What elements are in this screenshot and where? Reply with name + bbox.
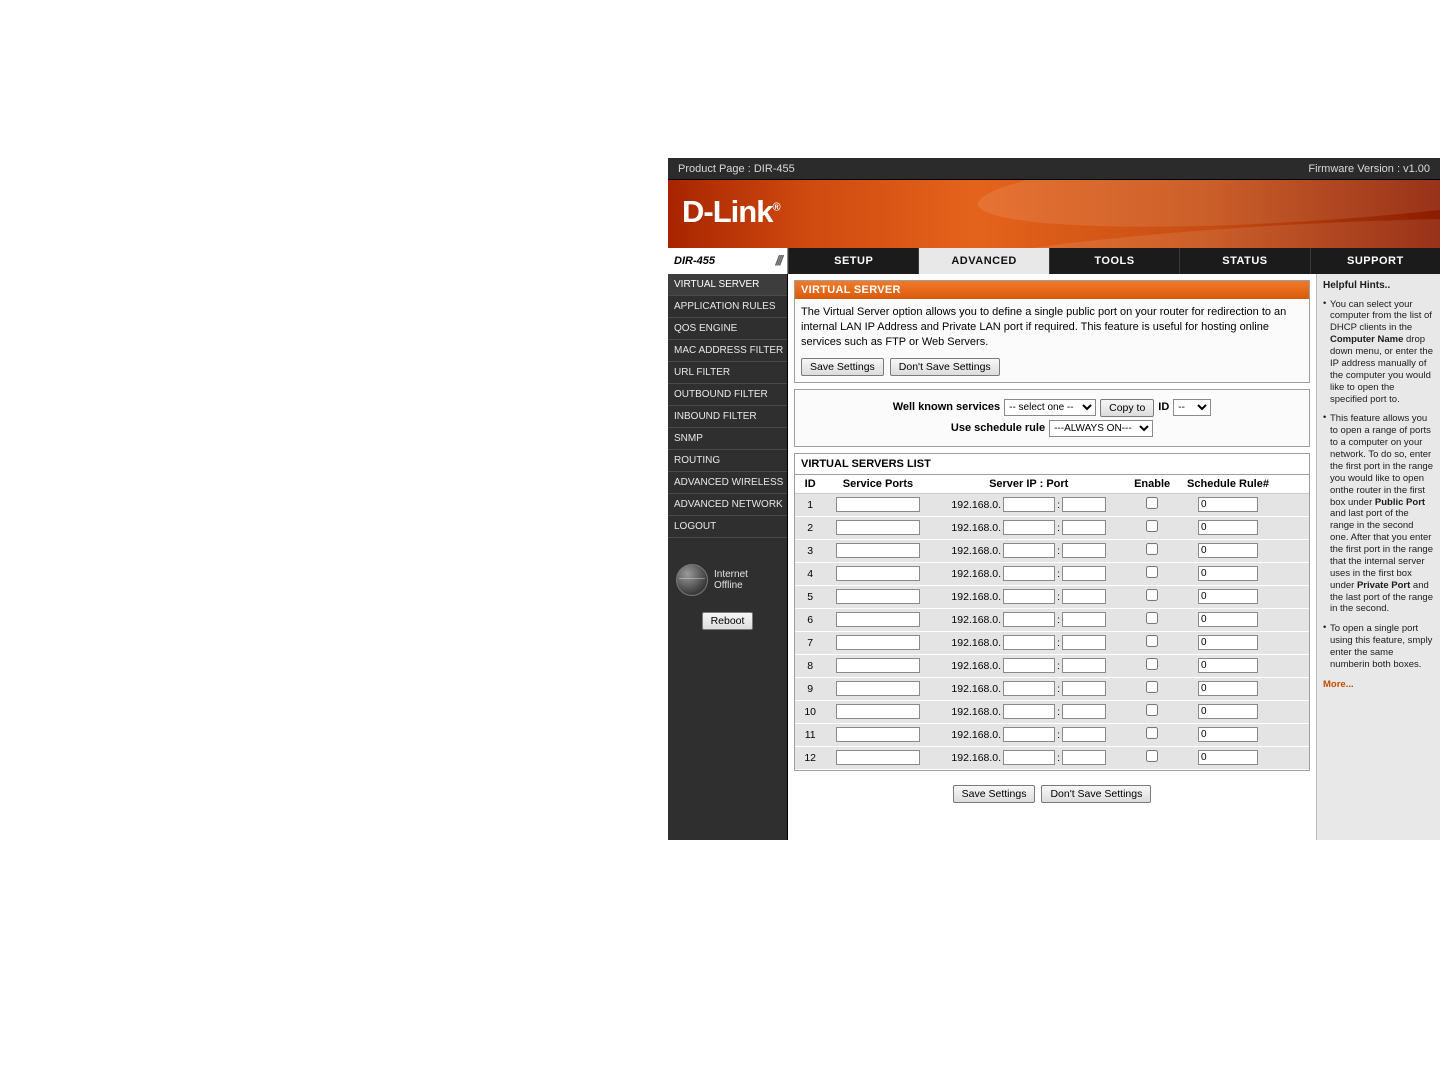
row-server-ip-cell (931, 677, 1127, 700)
row-id: 10 (795, 700, 825, 723)
server-ip-input[interactable] (1003, 727, 1055, 742)
server-ip-input[interactable] (1003, 681, 1055, 696)
ip-prefix-label: 192.168.0. (951, 659, 1002, 672)
row-service-ports-cell (825, 516, 930, 539)
row-enable-cell (1127, 585, 1178, 608)
col-service-ports: Service Ports (825, 475, 930, 494)
row-service-ports-cell (825, 677, 930, 700)
schedule-rule-input[interactable] (1198, 612, 1258, 627)
row-service-ports-cell (825, 631, 930, 654)
ip-port-separator: : (1057, 544, 1060, 557)
globe-icon (676, 564, 708, 596)
dlink-logo-text: D-Link (682, 194, 773, 229)
hint-1-text-a: You can select your computer from the list of DHCP clients in the (1330, 298, 1432, 334)
row-id: 8 (795, 654, 825, 677)
ip-line (951, 543, 1106, 558)
bottom-button-row (794, 785, 1310, 803)
row-spacer (1279, 723, 1309, 746)
sidebar-item-outbound-filter[interactable] (668, 384, 787, 406)
row-service-ports-cell (825, 654, 930, 677)
ip-prefix-label: 192.168.0. (951, 705, 1002, 718)
schedule-rule-input[interactable] (1198, 727, 1258, 742)
dont-save-settings-button-top[interactable]: Don't Save Settings (890, 358, 1000, 376)
tab-support[interactable] (1310, 248, 1440, 274)
ip-prefix-label: 192.168.0. (951, 613, 1002, 626)
well-known-services-body (795, 390, 1309, 446)
enable-checkbox[interactable] (1146, 635, 1158, 647)
service-ports-input[interactable] (836, 566, 920, 581)
well-known-services-row (801, 399, 1303, 417)
table-row (795, 585, 1309, 608)
row-schedule-cell (1177, 631, 1278, 654)
row-id: 7 (795, 631, 825, 654)
server-port-input[interactable] (1062, 727, 1106, 742)
row-id: 2 (795, 516, 825, 539)
row-enable-cell (1127, 539, 1178, 562)
row-service-ports-cell (825, 493, 930, 516)
product-topbar (668, 158, 1440, 180)
server-ip-input[interactable] (1003, 520, 1055, 535)
server-ip-input[interactable] (1003, 589, 1055, 604)
tab-support-label: SUPPORT (1346, 255, 1404, 267)
row-enable-cell (1127, 562, 1178, 585)
page-body (668, 274, 1440, 840)
row-server-ip-cell (931, 493, 1127, 516)
internet-status-label: Internet (714, 569, 748, 580)
table-row (795, 723, 1309, 746)
sidebar-item-label: INBOUND FILTER (674, 411, 757, 422)
row-enable-cell (1127, 700, 1178, 723)
top-button-row (801, 358, 1303, 376)
virtual-servers-list-heading: VIRTUAL SERVERS LIST (795, 454, 1309, 475)
server-ip-input[interactable] (1003, 704, 1055, 719)
row-enable-cell (1127, 723, 1178, 746)
tab-advanced-label: ADVANCED (951, 255, 1017, 267)
schedule-rule-input[interactable] (1198, 750, 1258, 765)
row-id: 4 (795, 562, 825, 585)
sidebar-item-qos-engine[interactable] (668, 318, 787, 340)
table-row (795, 700, 1309, 723)
server-ip-input[interactable] (1003, 658, 1055, 673)
service-ports-input[interactable] (836, 727, 920, 742)
sidebar-item-label: VIRTUAL SERVER (674, 279, 760, 290)
col-server-ip-port: Server IP : Port (931, 475, 1127, 494)
sidebar-item-label: QOS ENGINE (674, 323, 738, 334)
hint-2-text-d: Private Port (1356, 579, 1411, 591)
hint-item-3: • To open a single port using this feature, smply enter the same numberin both boxes. (1323, 623, 1434, 671)
enable-checkbox[interactable] (1146, 566, 1158, 578)
main-content (788, 274, 1316, 840)
copy-to-button[interactable]: Copy to (1100, 399, 1154, 417)
schedule-rule-input[interactable] (1198, 681, 1258, 696)
row-id: 3 (795, 539, 825, 562)
sidebar-item-label: ROUTING (674, 455, 721, 466)
row-spacer (1279, 654, 1309, 677)
server-port-input[interactable] (1062, 520, 1106, 535)
row-schedule-cell (1177, 723, 1278, 746)
service-ports-input[interactable] (836, 681, 920, 696)
table-row (795, 562, 1309, 585)
tab-setup-label: SETUP (834, 255, 874, 267)
ip-prefix-label: 192.168.0. (951, 521, 1002, 534)
server-ip-input[interactable] (1003, 635, 1055, 650)
row-schedule-cell (1177, 516, 1278, 539)
hint-item-2 (1323, 413, 1434, 615)
ip-prefix-label: 192.168.0. (951, 636, 1002, 649)
table-header-row (795, 475, 1309, 494)
helpful-hints-title: Helpful Hints.. (1323, 280, 1391, 291)
tab-tools[interactable] (1049, 248, 1179, 274)
schedule-rule-label: Use schedule rule (950, 421, 1046, 434)
hint-1-text-c: drop down menu, or enter the IP address manually of the computer you would like to open the specified port to. (1330, 334, 1433, 405)
ip-prefix-label: 192.168.0. (951, 567, 1002, 580)
server-ip-input[interactable] (1003, 566, 1055, 581)
sidebar (668, 274, 788, 840)
row-server-ip-cell (931, 631, 1127, 654)
server-port-input[interactable] (1062, 658, 1106, 673)
sidebar-item-label: APPLICATION RULES (674, 301, 776, 312)
virtual-server-intro-body (795, 299, 1309, 382)
row-enable-cell (1127, 493, 1178, 516)
row-server-ip-cell (931, 700, 1127, 723)
row-spacer (1279, 516, 1309, 539)
hint-1-text-b: Computer Name (1330, 334, 1404, 346)
row-service-ports-cell (825, 608, 930, 631)
hint-2-text-e: and the last port of the range in the second. (1330, 579, 1433, 615)
well-known-services-panel (794, 389, 1310, 447)
schedule-rule-input[interactable] (1198, 566, 1258, 581)
virtual-servers-table (795, 475, 1309, 770)
sidebar-item-advanced-wireless[interactable] (668, 472, 787, 494)
schedule-rule-input[interactable] (1198, 497, 1258, 512)
row-schedule-cell (1177, 608, 1278, 631)
virtual-servers-list-panel (794, 453, 1310, 771)
helpful-hints-panel (1316, 274, 1440, 840)
row-spacer (1279, 608, 1309, 631)
sidebar-item-label: OUTBOUND FILTER (674, 389, 768, 400)
service-ports-input[interactable] (836, 750, 920, 765)
tab-tools-label: TOOLS (1094, 255, 1135, 267)
sidebar-item-label: URL FILTER (674, 367, 731, 378)
table-row (795, 493, 1309, 516)
row-server-ip-cell (931, 608, 1127, 631)
table-row (795, 746, 1309, 769)
ip-line (951, 612, 1106, 627)
ip-line (951, 727, 1106, 742)
row-schedule-cell (1177, 585, 1278, 608)
ip-port-separator: : (1057, 498, 1060, 511)
row-id: 9 (795, 677, 825, 700)
model-label: DIR-455 (674, 255, 715, 267)
table-row (795, 608, 1309, 631)
row-spacer (1279, 700, 1309, 723)
row-server-ip-cell (931, 746, 1127, 769)
service-ports-input[interactable] (836, 658, 920, 673)
hint-2-text-b: Public Port (1374, 496, 1426, 508)
server-port-input[interactable] (1062, 566, 1106, 581)
server-port-input[interactable] (1062, 612, 1106, 627)
col-spacer (1279, 475, 1309, 494)
ip-port-separator: : (1057, 567, 1060, 580)
hint-2-text-a: This feature allows you to open a range of ports to a computer on your network. To do so, enter the first port in the range you would like to open onthe router in the first box under (1330, 413, 1433, 508)
ip-prefix-label: 192.168.0. (951, 498, 1002, 511)
more-link[interactable]: More... (1323, 678, 1354, 690)
row-spacer (1279, 677, 1309, 700)
hint-item-1 (1323, 299, 1434, 406)
enable-checkbox[interactable] (1146, 750, 1158, 762)
row-spacer (1279, 539, 1309, 562)
ip-port-separator: : (1057, 613, 1060, 626)
row-enable-cell (1127, 631, 1178, 654)
row-enable-cell (1127, 516, 1178, 539)
server-port-input[interactable] (1062, 750, 1106, 765)
enable-checkbox[interactable] (1146, 658, 1158, 670)
registered-mark-icon: ® (772, 201, 780, 214)
table-header (795, 475, 1309, 494)
service-ports-input[interactable] (836, 612, 920, 627)
row-server-ip-cell (931, 654, 1127, 677)
ip-line (951, 704, 1106, 719)
sidebar-item-label: MAC ADDRESS FILTER (674, 345, 784, 356)
virtual-server-panel (794, 280, 1310, 383)
reboot-row (668, 612, 787, 630)
col-schedule-rule: Schedule Rule# (1177, 475, 1278, 494)
enable-checkbox[interactable] (1146, 497, 1158, 509)
ip-port-separator: : (1057, 590, 1060, 603)
row-schedule-cell (1177, 493, 1278, 516)
server-ip-input[interactable] (1003, 543, 1055, 558)
product-page-label: Product Page : DIR-455 (678, 162, 795, 175)
server-port-input[interactable] (1062, 681, 1106, 696)
virtual-server-heading: VIRTUAL SERVER (795, 281, 1309, 299)
col-id: ID (795, 475, 825, 494)
row-schedule-cell (1177, 654, 1278, 677)
service-ports-input[interactable] (836, 497, 920, 512)
table-row (795, 677, 1309, 700)
sidebar-item-virtual-server[interactable] (668, 274, 787, 296)
brand-banner (668, 180, 1440, 248)
row-service-ports-cell (825, 562, 930, 585)
ip-prefix-label: 192.168.0. (951, 728, 1002, 741)
server-ip-input[interactable] (1003, 497, 1055, 512)
row-id: 1 (795, 493, 825, 516)
row-enable-cell (1127, 677, 1178, 700)
service-ports-input[interactable] (836, 520, 920, 535)
enable-checkbox[interactable] (1146, 543, 1158, 555)
table-row (795, 539, 1309, 562)
col-enable: Enable (1127, 475, 1178, 494)
schedule-rule-input[interactable] (1198, 543, 1258, 558)
ip-line (951, 635, 1106, 650)
sidebar-item-url-filter[interactable] (668, 362, 787, 384)
ip-line (951, 658, 1106, 673)
schedule-rule-select[interactable] (1049, 420, 1153, 437)
tab-setup[interactable] (788, 248, 918, 274)
sidebar-item-label: ADVANCED NETWORK (674, 499, 783, 510)
row-spacer (1279, 562, 1309, 585)
row-schedule-cell (1177, 562, 1278, 585)
row-server-ip-cell (931, 723, 1127, 746)
table-row (795, 654, 1309, 677)
ip-line (951, 497, 1106, 512)
ip-line (951, 589, 1106, 604)
row-id: 5 (795, 585, 825, 608)
enable-checkbox[interactable] (1146, 612, 1158, 624)
row-enable-cell (1127, 746, 1178, 769)
save-settings-button-top[interactable]: Save Settings (801, 358, 884, 376)
virtual-server-description: The Virtual Server option allows you to define a single public port on your router for redirection to an internal LAN IP Address and Private LAN port if required. This feature is useful for hosting online services such as FTP or Web Servers. (801, 306, 1287, 348)
row-enable-cell (1127, 654, 1178, 677)
server-port-input[interactable] (1062, 543, 1106, 558)
hint-2-text-c: and last port of the range in the second one. After that you enter the first port in the range that the internal server uses in the first box under (1330, 508, 1433, 591)
save-settings-button-bottom[interactable]: Save Settings (953, 785, 1036, 803)
server-ip-input[interactable] (1003, 612, 1055, 627)
sidebar-item-mac-address-filter[interactable] (668, 340, 787, 362)
row-spacer (1279, 585, 1309, 608)
row-server-ip-cell (931, 516, 1127, 539)
server-ip-input[interactable] (1003, 750, 1055, 765)
slashes-icon: /// (775, 252, 781, 268)
sidebar-item-label: ADVANCED WIRELESS (674, 477, 784, 488)
table-row (795, 516, 1309, 539)
well-known-services-select[interactable] (1004, 399, 1096, 416)
schedule-rule-input[interactable] (1198, 635, 1258, 650)
row-schedule-cell (1177, 677, 1278, 700)
sidebar-item-routing[interactable] (668, 450, 787, 472)
ip-prefix-label: 192.168.0. (951, 590, 1002, 603)
row-schedule-cell (1177, 539, 1278, 562)
server-port-input[interactable] (1062, 589, 1106, 604)
ip-line (951, 566, 1106, 581)
service-ports-input[interactable] (836, 589, 920, 604)
sidebar-item-snmp[interactable] (668, 428, 787, 450)
well-known-services-label: Well known services (892, 401, 1001, 414)
row-id: 12 (795, 746, 825, 769)
row-spacer (1279, 746, 1309, 769)
ip-prefix-label: 192.168.0. (951, 544, 1002, 557)
ip-port-separator: : (1057, 682, 1060, 695)
row-id: 6 (795, 608, 825, 631)
table-row (795, 631, 1309, 654)
server-port-input[interactable] (1062, 635, 1106, 650)
row-service-ports-cell (825, 746, 930, 769)
server-port-input[interactable] (1062, 497, 1106, 512)
row-server-ip-cell (931, 562, 1127, 585)
service-ports-input[interactable] (836, 635, 920, 650)
service-ports-input[interactable] (836, 704, 920, 719)
sidebar-item-advanced-network[interactable] (668, 494, 787, 516)
dlink-logo (682, 194, 780, 230)
row-service-ports-cell (825, 723, 930, 746)
table-body (795, 493, 1309, 769)
row-service-ports-cell (825, 539, 930, 562)
schedule-rule-row (801, 420, 1303, 437)
ip-prefix-label: 192.168.0. (951, 682, 1002, 695)
sidebar-item-label: SNMP (674, 433, 703, 444)
tab-status[interactable] (1179, 248, 1309, 274)
ip-line (951, 520, 1106, 535)
ip-port-separator: : (1057, 728, 1060, 741)
sidebar-item-inbound-filter[interactable] (668, 406, 787, 428)
schedule-rule-input[interactable] (1198, 704, 1258, 719)
row-service-ports-cell (825, 585, 930, 608)
schedule-rule-input[interactable] (1198, 658, 1258, 673)
ip-port-separator: : (1057, 521, 1060, 534)
internet-status (668, 564, 787, 596)
router-admin-page (668, 158, 1440, 850)
enable-checkbox[interactable] (1146, 520, 1158, 532)
dont-save-settings-button-bottom[interactable]: Don't Save Settings (1041, 785, 1151, 803)
ip-port-separator: : (1057, 751, 1060, 764)
service-ports-input[interactable] (836, 543, 920, 558)
row-schedule-cell (1177, 746, 1278, 769)
enable-checkbox[interactable] (1146, 589, 1158, 601)
ip-port-separator: : (1057, 705, 1060, 718)
row-server-ip-cell (931, 539, 1127, 562)
reboot-button[interactable]: Reboot (702, 612, 754, 630)
main-nav (668, 248, 1440, 274)
model-badge (668, 248, 788, 274)
ip-line (951, 750, 1106, 765)
ip-port-separator: : (1057, 636, 1060, 649)
schedule-rule-input[interactable] (1198, 520, 1258, 535)
sidebar-item-label: LOGOUT (674, 521, 717, 532)
tab-advanced[interactable] (918, 248, 1048, 274)
row-id: 11 (795, 723, 825, 746)
row-spacer (1279, 631, 1309, 654)
enable-checkbox[interactable] (1146, 681, 1158, 693)
row-schedule-cell (1177, 700, 1278, 723)
sidebar-item-logout[interactable] (668, 516, 787, 538)
tab-status-label: STATUS (1222, 255, 1268, 267)
firmware-version-label: Firmware Version : v1.00 (1308, 162, 1430, 175)
row-service-ports-cell (825, 700, 930, 723)
ip-port-separator: : (1057, 659, 1060, 672)
enable-checkbox[interactable] (1146, 727, 1158, 739)
internet-status-value: Offline (714, 580, 743, 591)
row-server-ip-cell (931, 585, 1127, 608)
server-port-input[interactable] (1062, 704, 1106, 719)
row-spacer (1279, 493, 1309, 516)
enable-checkbox[interactable] (1146, 704, 1158, 716)
id-label: ID (1158, 401, 1170, 414)
ip-prefix-label: 192.168.0. (951, 751, 1002, 764)
row-enable-cell (1127, 608, 1178, 631)
ip-line (951, 681, 1106, 696)
schedule-rule-input[interactable] (1198, 589, 1258, 604)
sidebar-item-application-rules[interactable] (668, 296, 787, 318)
id-select[interactable] (1173, 399, 1211, 416)
